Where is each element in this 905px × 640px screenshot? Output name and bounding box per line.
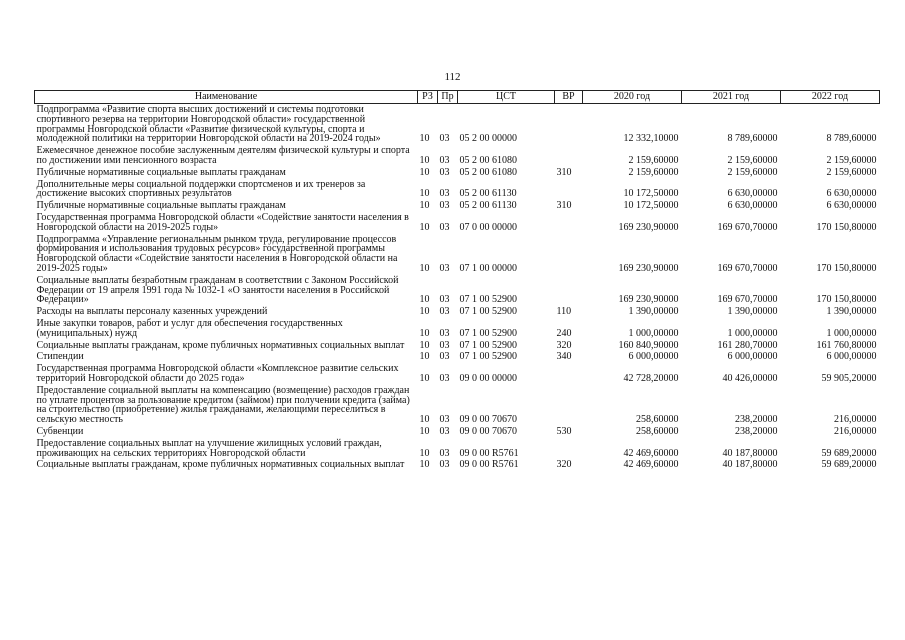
row-2021: 161 280,70000 bbox=[717, 339, 778, 351]
row-2021: 169 670,70000 bbox=[717, 221, 778, 233]
row-2022: 8 789,60000 bbox=[826, 133, 877, 145]
row-name: Социальные выплаты безработным гражданам в соответствии с Законом Российской Федерации от 19 апреля 1991 года № 1032-1 «О занятости населения в Российской Федерации» bbox=[36, 274, 399, 306]
row-name: Подпрограмма «Развитие спорта высших достижений и системы подготовки спортивного резерва на территории Новгородской области» государственной программы Новгородской области «Развитие физической культуры, спорта и молодежной политики на территории Новгородской области на 2019-2024 годы» bbox=[36, 104, 381, 145]
header-2022: 2022 год bbox=[781, 91, 880, 104]
row-vr: 320 bbox=[556, 459, 572, 471]
row-2022: 161 760,80000 bbox=[816, 339, 877, 351]
row-2020: 258,60000 bbox=[636, 414, 679, 426]
row-2020: 160 840,90000 bbox=[618, 339, 679, 351]
row-vr bbox=[555, 363, 583, 385]
row-2021: 40 187,80000 bbox=[722, 447, 778, 459]
header-name: Наименование bbox=[35, 91, 418, 104]
row-cst: 09 0 00 70670 bbox=[459, 425, 517, 437]
row-pr: 03 bbox=[439, 425, 450, 437]
row-cst: 07 1 00 52900 bbox=[459, 294, 517, 306]
row-pr: 03 bbox=[439, 306, 450, 318]
header-2020: 2020 год bbox=[583, 91, 682, 104]
row-2021: 1 390,00000 bbox=[727, 306, 778, 318]
row-cst: 07 0 00 00000 bbox=[459, 221, 517, 233]
row-name: Государственная программа Новгородской области «Комплексное развитие сельских территорий Новгородской области до 2025 года» bbox=[36, 363, 399, 384]
row-vr: 530 bbox=[556, 425, 572, 437]
row-2021: 169 670,70000 bbox=[717, 262, 778, 274]
row-2022: 1 390,00000 bbox=[826, 306, 877, 318]
row-rz: 10 bbox=[419, 221, 430, 233]
row-pr: 03 bbox=[439, 166, 450, 178]
row-name: Иные закупки товаров, работ и услуг для обеспечения государственных (муниципальных) нужд bbox=[36, 317, 343, 339]
row-2020: 169 230,90000 bbox=[618, 262, 679, 274]
row-2021: 6 000,00000 bbox=[727, 351, 778, 363]
row-pr: 03 bbox=[439, 351, 450, 363]
row-2021: 2 159,60000 bbox=[727, 166, 778, 178]
row-name: Дополнительные меры социальной поддержки спортсменов и их тренеров за достижение высоких спортивных результатов bbox=[36, 178, 366, 200]
table-row bbox=[35, 179, 880, 201]
row-name: Социальные выплаты гражданам, кроме публичных нормативных социальных выплат bbox=[36, 339, 405, 351]
row-cst: 09 0 00 00000 bbox=[459, 372, 517, 384]
row-name: Стипендии bbox=[36, 351, 84, 363]
table-row bbox=[35, 200, 880, 212]
table-row bbox=[35, 459, 880, 471]
row-pr: 03 bbox=[439, 447, 450, 459]
row-cst: 07 1 00 52900 bbox=[459, 351, 517, 363]
row-name: Социальные выплаты гражданам, кроме публичных нормативных социальных выплат bbox=[36, 459, 405, 471]
row-2022: 59 689,20000 bbox=[821, 447, 877, 459]
row-name: Государственная программа Новгородской области «Содействие занятости населения в Новгородской области на 2019-2025 годы» bbox=[36, 211, 409, 233]
table-row bbox=[35, 318, 880, 340]
row-2021: 2 159,60000 bbox=[727, 154, 778, 166]
budget-table bbox=[34, 90, 880, 471]
row-2020: 2 159,60000 bbox=[628, 154, 679, 166]
row-rz: 10 bbox=[419, 351, 430, 363]
table-row bbox=[35, 363, 880, 385]
row-rz: 10 bbox=[419, 306, 430, 318]
row-name: Предоставление социальной выплаты на компенсацию (возмещение) расходов граждан по уплате процентов за пользование кредитом (займом) при получении кредита (займа) на строительство (приобретение) жилья гражданами, желающими переселиться в сельскую местность bbox=[36, 384, 410, 426]
row-rz: 10 bbox=[419, 154, 430, 166]
table-row bbox=[35, 212, 880, 234]
row-2022: 216,00000 bbox=[834, 425, 877, 437]
table-header bbox=[35, 91, 880, 104]
table-row bbox=[35, 426, 880, 438]
table-body bbox=[35, 104, 880, 472]
header-rz: РЗ bbox=[418, 91, 438, 104]
table-row bbox=[35, 275, 880, 306]
row-vr: 310 bbox=[556, 200, 572, 212]
row-pr: 03 bbox=[439, 262, 450, 274]
row-cst: 09 0 00 R5761 bbox=[459, 447, 519, 459]
row-2022: 216,00000 bbox=[834, 414, 877, 426]
row-2022: 59 689,20000 bbox=[821, 459, 877, 471]
page-number: 112 bbox=[444, 71, 461, 83]
row-name: Публичные нормативные социальные выплаты гражданам bbox=[36, 200, 286, 212]
row-vr bbox=[555, 275, 583, 306]
row-rz: 10 bbox=[419, 133, 430, 145]
row-2020: 10 172,50000 bbox=[623, 188, 679, 200]
row-cst: 05 2 00 61130 bbox=[459, 188, 517, 200]
row-2020: 42 469,60000 bbox=[623, 459, 679, 471]
row-pr: 03 bbox=[439, 327, 450, 339]
row-pr: 03 bbox=[439, 154, 450, 166]
row-2020: 6 000,00000 bbox=[628, 351, 679, 363]
row-2021: 238,20000 bbox=[735, 425, 778, 437]
row-pr: 03 bbox=[439, 188, 450, 200]
row-cst: 05 2 00 61130 bbox=[459, 200, 517, 212]
row-2020: 258,60000 bbox=[636, 425, 679, 437]
row-pr: 03 bbox=[439, 372, 450, 384]
row-2020: 169 230,90000 bbox=[618, 294, 679, 306]
row-vr: 320 bbox=[556, 339, 572, 351]
row-2022: 6 000,00000 bbox=[826, 351, 877, 363]
row-2021: 40 426,00000 bbox=[722, 372, 778, 384]
row-rz: 10 bbox=[419, 262, 430, 274]
row-2020: 2 159,60000 bbox=[628, 166, 679, 178]
table-row bbox=[35, 306, 880, 318]
header-2021: 2021 год bbox=[682, 91, 781, 104]
row-cst: 09 0 00 R5761 bbox=[459, 459, 519, 471]
header-cst: ЦСТ bbox=[458, 91, 555, 104]
row-name: Предоставление социальных выплат на улучшение жилищных условий граждан, проживающих на сельских территориях Новгородской области bbox=[36, 437, 382, 459]
row-cst: 07 1 00 52900 bbox=[459, 306, 517, 318]
table-row bbox=[35, 145, 880, 167]
row-cst: 09 0 00 70670 bbox=[459, 414, 517, 426]
row-vr bbox=[555, 234, 583, 275]
row-cst: 07 1 00 52900 bbox=[459, 339, 517, 351]
table-row bbox=[35, 438, 880, 460]
row-2021: 238,20000 bbox=[735, 414, 778, 426]
row-vr bbox=[555, 212, 583, 234]
row-2022: 170 150,80000 bbox=[816, 262, 877, 274]
row-vr bbox=[555, 385, 583, 426]
row-2022: 2 159,60000 bbox=[826, 154, 877, 166]
row-rz: 10 bbox=[419, 327, 430, 339]
row-2021: 40 187,80000 bbox=[722, 459, 778, 471]
row-vr: 340 bbox=[556, 351, 572, 363]
row-rz: 10 bbox=[419, 372, 430, 384]
table-row bbox=[35, 167, 880, 179]
row-2021: 1 000,00000 bbox=[727, 327, 778, 339]
row-name: Субвенции bbox=[36, 425, 84, 437]
row-pr: 03 bbox=[439, 459, 450, 471]
row-2022: 59 905,20000 bbox=[821, 372, 877, 384]
table-row bbox=[35, 385, 880, 426]
row-cst: 05 2 00 61080 bbox=[459, 154, 517, 166]
row-pr: 03 bbox=[439, 221, 450, 233]
row-vr bbox=[555, 438, 583, 460]
row-rz: 10 bbox=[419, 188, 430, 200]
row-cst: 05 2 00 00000 bbox=[459, 133, 517, 145]
row-rz: 10 bbox=[419, 294, 430, 306]
row-2022: 170 150,80000 bbox=[816, 294, 877, 306]
row-2022: 6 630,00000 bbox=[826, 188, 877, 200]
row-2020: 10 172,50000 bbox=[623, 200, 679, 212]
row-pr: 03 bbox=[439, 200, 450, 212]
row-2022: 6 630,00000 bbox=[826, 200, 877, 212]
row-pr: 03 bbox=[439, 294, 450, 306]
row-2022: 170 150,80000 bbox=[816, 221, 877, 233]
header-vr: ВР bbox=[555, 91, 583, 104]
row-2021: 169 670,70000 bbox=[717, 294, 778, 306]
row-name: Публичные нормативные социальные выплаты гражданам bbox=[36, 166, 286, 178]
row-2020: 12 332,10000 bbox=[623, 133, 679, 145]
row-2020: 1 390,00000 bbox=[628, 306, 679, 318]
row-2020: 169 230,90000 bbox=[618, 221, 679, 233]
row-cst: 07 1 00 00000 bbox=[459, 262, 517, 274]
row-vr: 110 bbox=[556, 306, 572, 318]
row-rz: 10 bbox=[419, 459, 430, 471]
table-row bbox=[35, 104, 880, 146]
row-2022: 2 159,60000 bbox=[826, 166, 877, 178]
row-pr: 03 bbox=[439, 339, 450, 351]
row-vr bbox=[555, 104, 583, 146]
row-vr bbox=[555, 179, 583, 201]
table-row bbox=[35, 340, 880, 352]
row-rz: 10 bbox=[419, 339, 430, 351]
table-row bbox=[35, 234, 880, 275]
row-2020: 42 728,20000 bbox=[623, 372, 679, 384]
row-pr: 03 bbox=[439, 414, 450, 426]
table-row bbox=[35, 351, 880, 363]
row-rz: 10 bbox=[419, 414, 430, 426]
row-cst: 05 2 00 61080 bbox=[459, 166, 517, 178]
row-2021: 6 630,00000 bbox=[727, 200, 778, 212]
row-rz: 10 bbox=[419, 425, 430, 437]
row-name: Ежемесячное денежное пособие заслуженным деятелям физической культуры и спорта по достижении ими пенсионного возраста bbox=[36, 145, 410, 166]
row-vr bbox=[555, 145, 583, 167]
row-pr: 03 bbox=[439, 133, 450, 145]
row-2020: 1 000,00000 bbox=[628, 327, 679, 339]
row-rz: 10 bbox=[419, 200, 430, 212]
row-2021: 6 630,00000 bbox=[727, 188, 778, 200]
row-name: Расходы на выплаты персоналу казенных учреждений bbox=[36, 306, 268, 318]
row-vr: 310 bbox=[556, 166, 572, 178]
header-row bbox=[35, 91, 880, 104]
row-2020: 42 469,60000 bbox=[623, 447, 679, 459]
row-name: Подпрограмма «Управление региональным рынком труда, регулирование процессов формирования и использования трудовых ресурсов» государственной программы Новгородской области «Содействие занятости населения в Новгородской области на 2019-2025 годы» bbox=[36, 233, 398, 274]
row-2022: 1 000,00000 bbox=[826, 327, 877, 339]
row-cst: 07 1 00 52900 bbox=[459, 327, 517, 339]
row-2021: 8 789,60000 bbox=[727, 133, 778, 145]
header-pr: Пр bbox=[438, 91, 458, 104]
row-vr: 240 bbox=[556, 327, 572, 339]
row-rz: 10 bbox=[419, 447, 430, 459]
row-rz: 10 bbox=[419, 166, 430, 178]
